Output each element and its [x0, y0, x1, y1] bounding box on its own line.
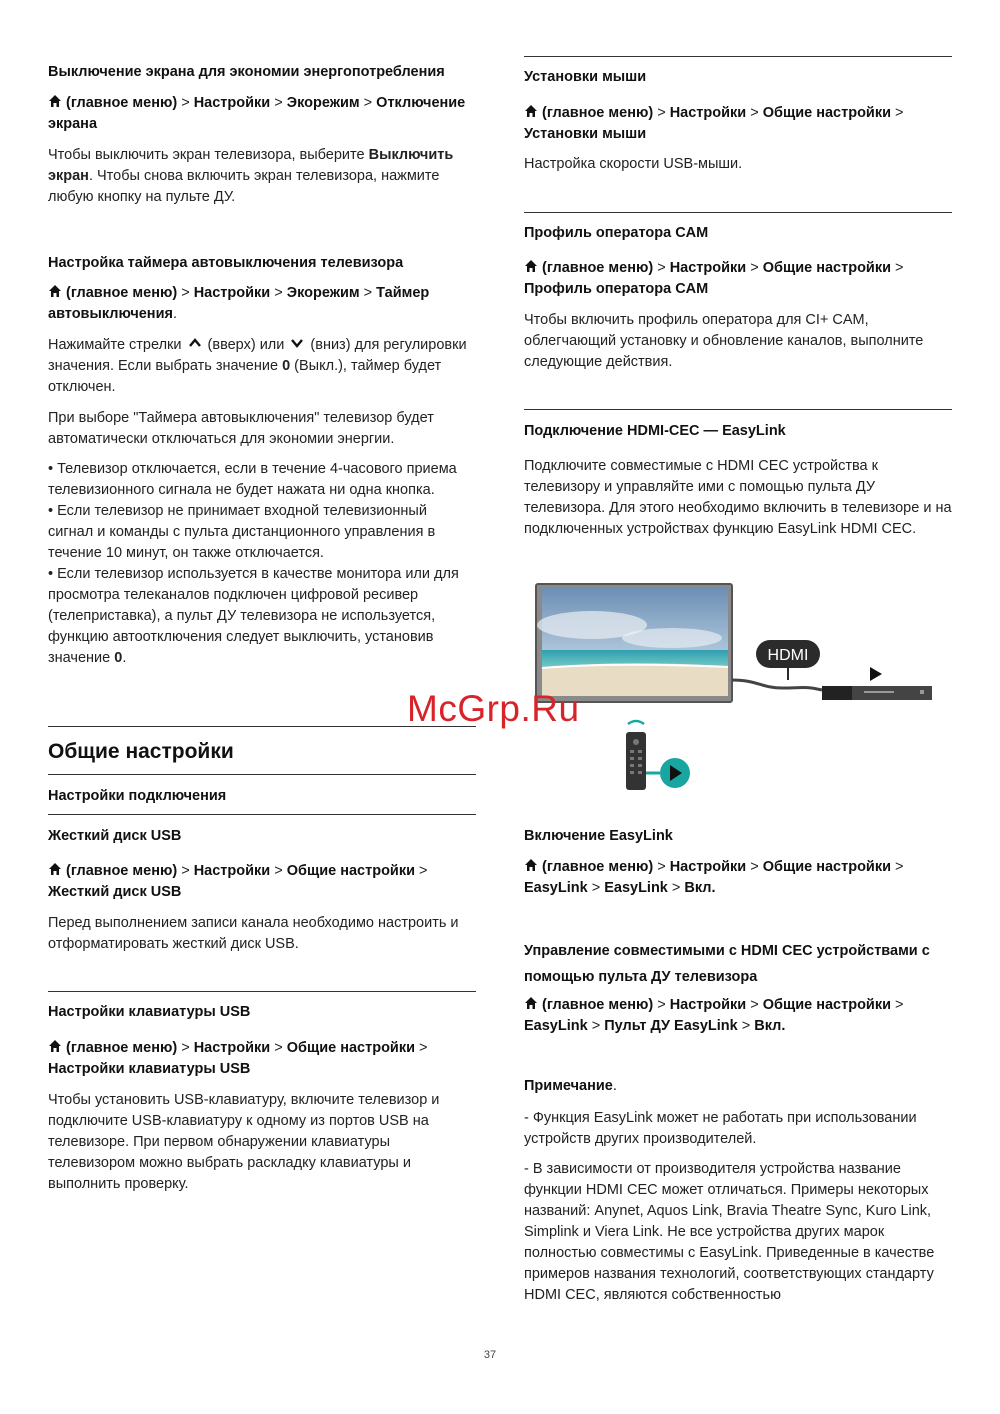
section-cam-profile — [524, 223, 952, 244]
chevron-down-icon — [290, 337, 304, 349]
divider — [524, 212, 952, 213]
section-note: Примечание. — [524, 1078, 617, 1094]
paragraph: Чтобы включить профиль оператора для CI+ CAM, облегчающий установку и обновление каналов, выполните следующие действия. — [524, 312, 924, 370]
nav-path: (главное меню) > Настройки > Экорежим > Отключение экрана — [48, 95, 466, 132]
section-auto-off-timer — [48, 253, 476, 274]
easylink-illustration — [532, 580, 952, 795]
paragraph: - Функция EasyLink может не работать при использовании устройств других производителей. — [524, 1110, 917, 1147]
section-usb-hdd — [48, 826, 476, 847]
home-icon — [524, 858, 538, 872]
bullet-list — [48, 459, 476, 669]
section-usb-keyboard — [48, 1002, 476, 1023]
section-easylink-remote — [524, 938, 952, 990]
paragraph: При выборе "Таймера автовыключения" телевизор будет автоматически отключаться для экономии энергии. — [48, 410, 434, 447]
home-icon — [524, 996, 538, 1010]
section-title: Профиль оператора CAM — [524, 225, 709, 241]
list-item: • Телевизор отключается, если в течение 4-часового приема телевизионного сигнала не будет нажата ни одна кнопка. — [48, 461, 457, 498]
paragraph: Настройка скорости USB-мыши. — [524, 156, 743, 172]
paragraph: Чтобы выключить экран телевизора, выберите Выключить экран. Чтобы снова включить экран телевизора, нажмите любую кнопку на пульте ДУ. — [48, 147, 454, 205]
divider — [524, 409, 952, 410]
section-screen-off — [48, 62, 476, 83]
tv-icon — [536, 584, 732, 702]
section-title: Управление совместимыми с HDMI CEC устройствами с помощью пульта ДУ телевизора — [524, 943, 930, 985]
home-icon — [524, 104, 538, 118]
divider — [48, 814, 476, 815]
nav-path: (главное меню) > Настройки > Общие настройки > Настройки клавиатуры USB — [48, 1040, 428, 1077]
nav-path: (главное меню) > Настройки > Общие настройки > EasyLink > Пульт ДУ EasyLink > Вкл. — [524, 997, 904, 1034]
nav-path: (главное меню) > Настройки > Общие настройки > Профиль оператора CAM — [524, 260, 904, 297]
list-item: • Если телевизор используется в качестве монитора или для просмотра телеканалов подключен цифровой ресивер (телеприставка), а пульт ДУ телевизора не используется, функцию автоотключения следует выключить, установив значение 0. — [48, 566, 459, 666]
hdmi-label: HDMI — [767, 647, 809, 664]
section-title: Подключение HDMI-CEC — EasyLink — [524, 423, 786, 439]
play-icon — [870, 667, 882, 681]
section-title: Жесткий диск USB — [48, 828, 182, 844]
divider — [48, 774, 476, 775]
paragraph: Нажимайте стрелки (вверх) или (вниз) для регулировки значения. Если выбрать значение 0 (Выкл.), таймер будет отключен. — [48, 337, 467, 395]
set-top-box-icon — [822, 686, 932, 700]
nav-path: (главное меню) > Настройки > Общие настройки > Установки мыши — [524, 105, 904, 142]
home-icon — [48, 284, 62, 298]
home-icon — [48, 862, 62, 876]
page-number: 37 — [483, 1349, 497, 1361]
remote-icon — [626, 721, 646, 790]
paragraph: Подключите совместимые с HDMI CEC устройства к телевизору и управляйте ими с помощью пульта ДУ телевизора. Для этого необходимо включить в телевизоре и на подключенных устройствах функцию EasyLink HDMI CEC. — [524, 458, 952, 537]
nav-path: (главное меню) > Настройки > Экорежим > Таймер автовыключения. — [48, 285, 430, 322]
nav-path: (главное меню) > Настройки > Общие настройки > EasyLink > EasyLink > Вкл. — [524, 859, 904, 896]
section-title: Настройка таймера автовыключения телевизора — [48, 255, 404, 271]
paragraph: Чтобы установить USB-клавиатуру, включите телевизор и подключите USB-клавиатуру к одному из портов USB на телевизоре. При первом обнаружении клавиатуры телевизором можно выбрать раскладку клавиатуры и выполнить проверку. — [48, 1092, 440, 1192]
section-title: Выключение экрана для экономии энергопотребления — [48, 64, 445, 80]
chevron-up-icon — [188, 337, 202, 349]
divider — [48, 991, 476, 992]
section-easylink-on — [524, 826, 952, 847]
nav-path: (главное меню) > Настройки > Общие настройки > Жесткий диск USB — [48, 863, 428, 900]
list-item: • Если телевизор не принимает входной телевизионный сигнал и команды с пульта дистанционного управления в течение 10 минут, он также отключается. — [48, 503, 436, 561]
section-title: Установки мыши — [524, 69, 647, 85]
paragraph: Перед выполнением записи канала необходимо настроить и отформатировать жесткий диск USB. — [48, 915, 459, 952]
home-icon — [48, 1039, 62, 1053]
section-title: Примечание — [524, 1078, 613, 1094]
home-icon — [524, 259, 538, 273]
section-hdmi-cec — [524, 421, 952, 442]
chapter-title: Общие настройки — [48, 740, 234, 763]
easylink-play-icon — [646, 758, 690, 788]
section-title: Включение EasyLink — [524, 828, 673, 844]
hdmi-badge — [756, 640, 820, 680]
home-icon — [48, 94, 62, 108]
paragraph: - В зависимости от производителя устройства название функции HDMI CEC может отличаться. Примеры некоторых названий: Anynet, Aquos Link, Bravia Theatre Sync, Kuro Link, Simplink и Viera Link. Не все устройства других марок полностью совместимы с EasyLink. Приведенные в качестве примеров названия технологий, соответствующих стандарту HDMI CEC, являются собственностью — [524, 1161, 935, 1303]
section-mouse — [524, 67, 952, 88]
divider — [524, 56, 952, 57]
watermark: McGrp.Ru — [407, 688, 580, 729]
section-title: Настройки клавиатуры USB — [48, 1004, 251, 1020]
subchapter-title: Настройки подключения — [48, 788, 227, 804]
